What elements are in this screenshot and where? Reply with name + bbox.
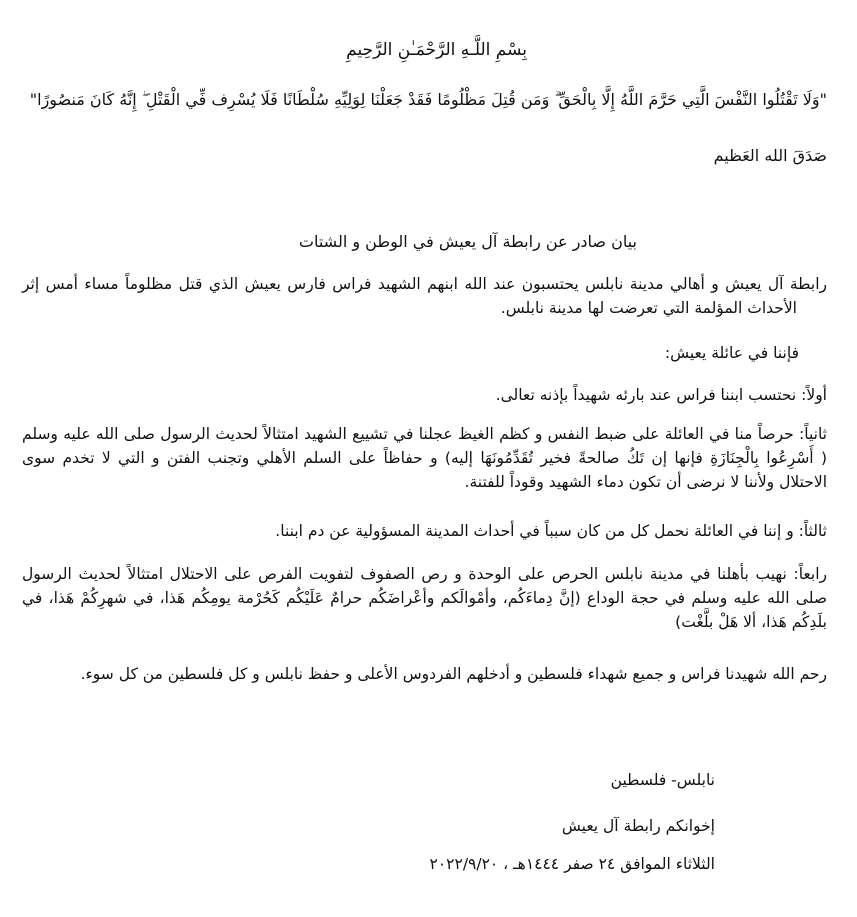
- sadaq-allah: صَدَقَ الله العَظيم: [713, 146, 827, 165]
- date-line: الثلاثاء الموافق ٢٤ صفر ١٤٤٤هـ ، ٢٠٢٢/٩/٢٠: [429, 855, 715, 873]
- closing-prayer: رحم الله شهيدنا فراس و جميع شهداء فلسطين و أدخلهم الفردوس الأعلى و حفظ نابلس و كل فلسطين من كل سوء.: [80, 665, 827, 683]
- point-second: ثانياً: حرصاً منا في العائلة على ضبط النفس و كظم الغيظ عجلنا في تشييع الشهيد امتثالاً لحديث الرسول صلى الله عليه وسلم ( أَسْرِعُوا بِالْجِنَازَةِ فإنها إن تَكُ صالحةً فخير تُقَدِّمُونَهَا إليه) و حفاظاً على السلم الأهلي وتجنب الفتن و التي لا تخدم سوى الاحتلال ولأننا لا نرضى أن تكون دماء الشهيد وقوداً للفتنة.: [22, 425, 827, 491]
- intro-paragraph: رابطة آل يعيش و أهالي مدينة نابلس يحتسبون عند الله ابنهم الشهيد فراس فارس يعيش الذي قتل مظلوماً مساء أمس إثر الأحداث المؤلمة التي تعرضت لها مدينة نابلس.: [22, 275, 827, 317]
- lead-line: فإننا في عائلة يعيش:: [664, 344, 799, 362]
- point-first: أولاً: نحتسب ابننا فراس عند بارئه شهيداً بإذنه تعالى.: [495, 386, 827, 404]
- signature: إخوانكم رابطة آل يعيش: [561, 817, 715, 835]
- quran-verse: "وَلَا تَقْتُلُوا النَّفْسَ الَّتِي حَرَّمَ اللَّهُ إِلَّا بِالْحَقِّ ۗ وَمَن قُتِلَ مَظْلُومًا فَقَدْ جَعَلْنَا لِوَلِيِّهِ سُلْطَانًا فَلَا يُسْرِف فِّي الْقَتْلِ ۖ إِنَّهُ كَانَ مَنصُورًا": [29, 90, 827, 109]
- point-fourth: رابعاً: نهيب بأهلنا في مدينة نابلس الحرص على الوحدة و رص الصفوف لتفويت الفرص على الاحتلال امتثالاً لحديث الرسول صلى الله عليه وسلم في حجة الوداع (إنَّ دِماءَكُم، وأمْوالَكم وأعْراضَكُم حرامٌ عَلَيْكُم كَحُرْمة يومِكُم هَذا، في شهرِكُمْ هَذا، في بلَدِكُم هَذا، ألا هَلْ بلَّغْت): [22, 565, 827, 631]
- point-third: ثالثاً: و إننا في العائلة نحمل كل من كان سبباً في أحداث المدينة المسؤولية عن دم ابننا.: [275, 522, 827, 540]
- statement-title: بيان صادر عن رابطة آل يعيش في الوطن و الشتات: [298, 232, 637, 251]
- place-line: نابلس- فلسطين: [610, 771, 715, 789]
- basmala: بِسْمِ اللَّـهِ الرَّحْمَـٰنِ الرَّحِيمِ: [346, 40, 527, 60]
